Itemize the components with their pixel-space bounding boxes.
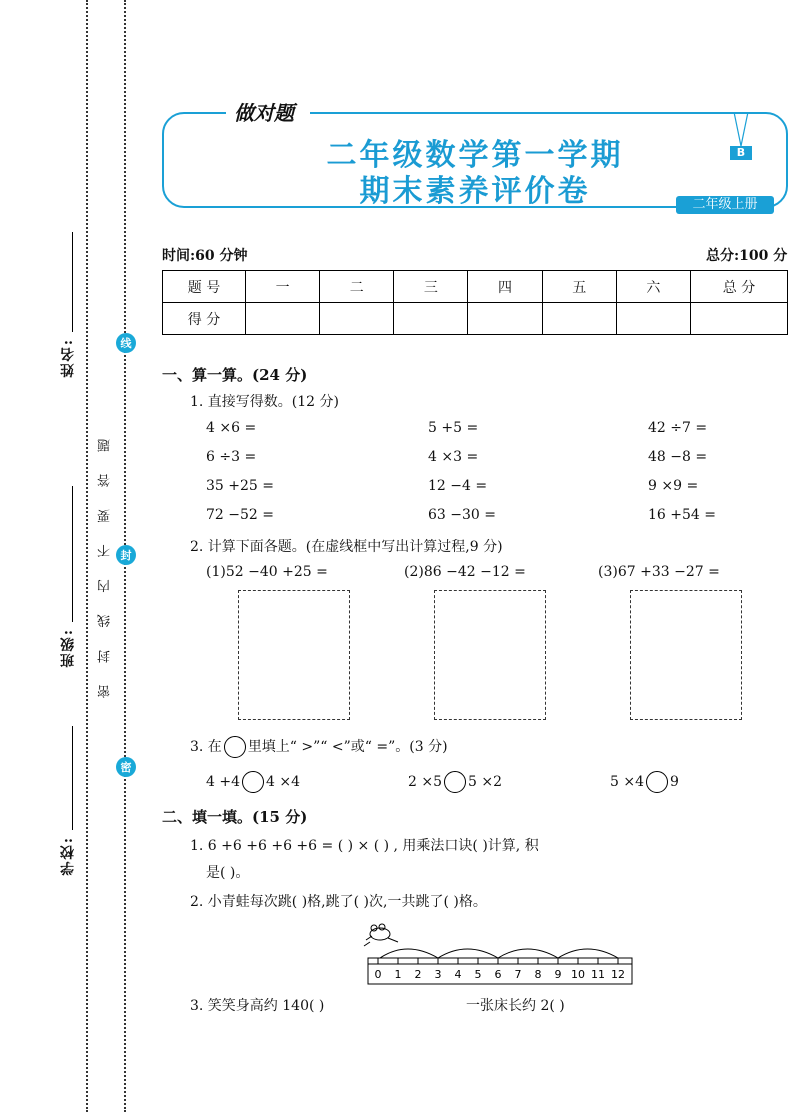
s1-q1-item: 35 +25 = [206, 478, 274, 494]
answer-circle[interactable] [444, 771, 466, 793]
class-underline [72, 486, 73, 622]
numline-label: 8 [534, 968, 542, 981]
compare-right: 4 ×4 [266, 774, 300, 790]
grade-label: 二年级上册 [676, 196, 774, 214]
score-header-cell: 一 [246, 271, 320, 303]
answer-circle[interactable] [242, 771, 264, 793]
title-line-2: 期末素养评价卷 [359, 174, 591, 209]
compare-right: 9 [670, 774, 679, 790]
score-row-label: 得 分 [163, 303, 246, 335]
compare-left: 4 +4 [206, 774, 240, 790]
score-cell[interactable] [394, 303, 468, 335]
section2-title: 二、填一填。(15 分) [162, 808, 308, 826]
s1-q1-item: 63 −30 = [428, 507, 496, 523]
section1-title: 一、算一算。(24 分) [162, 366, 308, 384]
score-table-score-row [163, 303, 788, 335]
seal-notice: 密 封 线 内 不 要 答 题 [98, 430, 113, 698]
s1-q1-item: 42 ÷7 = [648, 420, 708, 436]
s1-q3-title-a: 3. 在 [190, 739, 222, 755]
class-label: 班级: [60, 628, 76, 668]
score-cell[interactable] [246, 303, 320, 335]
s1-q3-item-2 [408, 771, 502, 793]
s1-q1-item: 4 ×3 = [428, 449, 479, 465]
s2-q1-line2: 是( )。 [206, 865, 250, 881]
exam-time: 时间:60 分钟 [162, 248, 248, 264]
school-label: 学校: [60, 836, 76, 876]
numline-label: 4 [454, 968, 462, 981]
numline-label: 6 [494, 968, 502, 981]
school-underline [72, 726, 73, 830]
s2-q3-left: 3. 笑笑身高约 140( ) [190, 998, 325, 1014]
numline-label: 7 [514, 968, 522, 981]
score-table [162, 270, 788, 335]
tag-block [226, 95, 310, 125]
s1-q1-item: 5 +5 = [428, 420, 479, 436]
compare-left: 2 ×5 [408, 774, 442, 790]
margin-dotted-line-outer [86, 0, 88, 1112]
score-cell[interactable] [468, 303, 542, 335]
circle-icon [224, 736, 246, 758]
s1-q2-item: (2)86 −42 −12 = [404, 564, 526, 580]
s1-q1-item: 4 ×6 = [206, 420, 257, 436]
numline-label: 12 [611, 968, 625, 981]
compare-right: 5 ×2 [468, 774, 502, 790]
s1-q3-title-b: 里填上“ >”“ <”或“ =”。(3 分) [247, 739, 448, 755]
score-cell[interactable] [691, 303, 788, 335]
score-header-cell: 总 分 [691, 271, 788, 303]
score-cell[interactable] [542, 303, 616, 335]
s1-q3-title [190, 736, 448, 758]
work-box-1[interactable] [238, 590, 350, 720]
s1-q2-item: (3)67 +33 −27 = [598, 564, 720, 580]
score-header-cell: 五 [542, 271, 616, 303]
s2-q3-right: 一张床长约 2( ) [466, 998, 565, 1014]
score-cell[interactable] [320, 303, 394, 335]
s2-q2: 2. 小青蛙每次跳( )格,跳了( )次,一共跳了( )格。 [190, 894, 487, 910]
score-cell[interactable] [616, 303, 690, 335]
number-line [362, 920, 638, 990]
s1-q1-item: 12 −4 = [428, 478, 488, 494]
s2-q1-line1: 1. 6 +6 +6 +6 +6 = ( ) × ( ) , 用乘法口诀( )计算, 积 [190, 838, 539, 854]
s1-q1-item: 72 −52 = [206, 507, 274, 523]
numline-label: 0 [374, 968, 382, 981]
s1-q3-item-3 [610, 771, 679, 793]
score-header-cell: 六 [616, 271, 690, 303]
s1-q2-title: 2. 计算下面各题。(在虚线框中写出计算过程,9 分) [190, 539, 503, 555]
score-header-cell: 四 [468, 271, 542, 303]
name-label: 姓名: [60, 338, 76, 378]
seal-mark-mid: 封 [116, 545, 136, 565]
s1-q1-item: 48 −8 = [648, 449, 708, 465]
work-box-3[interactable] [630, 590, 742, 720]
s1-q1-item: 9 ×9 = [648, 478, 699, 494]
work-box-2[interactable] [434, 590, 546, 720]
numline-label: 3 [434, 968, 442, 981]
score-header-cell: 二 [320, 271, 394, 303]
seal-mark-bottom: 密 [116, 757, 136, 777]
numline-label: 1 [394, 968, 402, 981]
compare-left: 5 ×4 [610, 774, 644, 790]
title-line-1: 二年级数学第一学期 [326, 138, 624, 173]
s1-q1-item: 16 +54 = [648, 507, 716, 523]
answer-circle[interactable] [646, 771, 668, 793]
s1-q3-item-1 [206, 771, 300, 793]
seal-mark-top: 线 [116, 333, 136, 353]
frog-icon [364, 924, 398, 946]
s1-q1-title: 1. 直接写得数。(12 分) [190, 394, 339, 410]
numline-label: 2 [414, 968, 422, 981]
numline-label: 9 [554, 968, 562, 981]
numline-label: 5 [474, 968, 482, 981]
s1-q2-item: (1)52 −40 +25 = [206, 564, 328, 580]
badge-hanger-icon [728, 112, 754, 148]
score-table-header-row [163, 271, 788, 303]
numline-label: 11 [591, 968, 605, 981]
tag-label: 做对题 [234, 101, 294, 125]
score-header-cell: 题 号 [163, 271, 246, 303]
version-badge: B [730, 146, 752, 160]
name-underline [72, 232, 73, 332]
s1-q1-item: 6 ÷3 = [206, 449, 257, 465]
exam-total: 总分:100 分 [706, 248, 788, 264]
score-header-cell: 三 [394, 271, 468, 303]
numline-label: 10 [571, 968, 585, 981]
